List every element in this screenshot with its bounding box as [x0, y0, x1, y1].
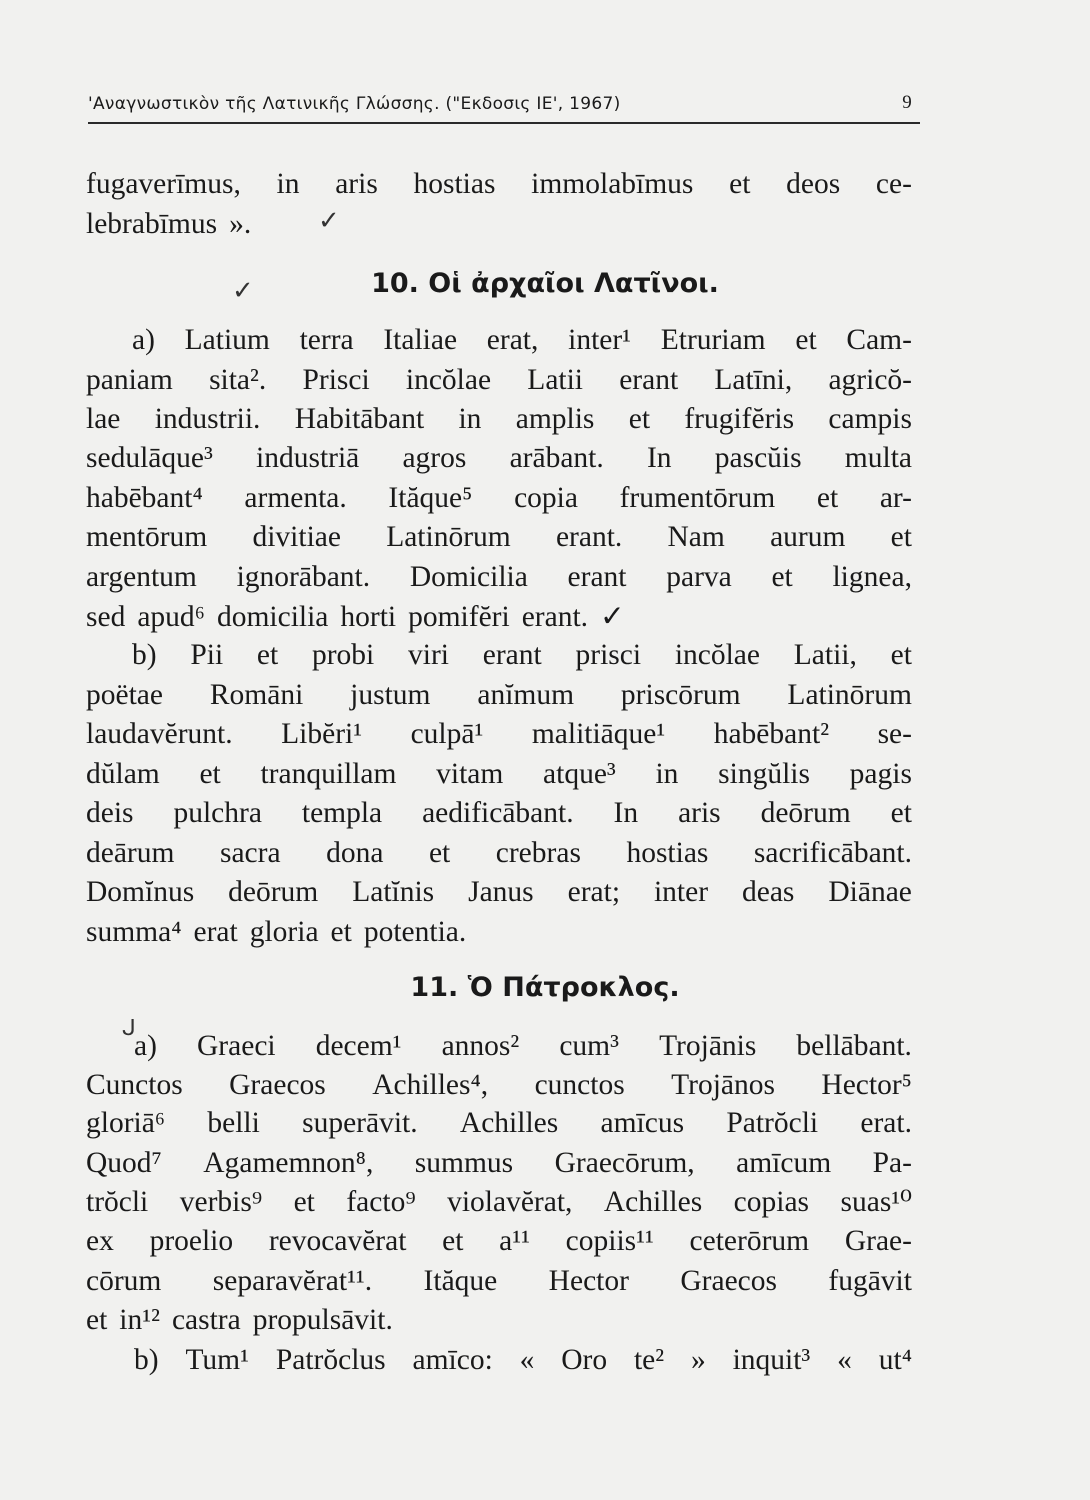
word: terra [299, 324, 354, 356]
word: Graecos [229, 1069, 326, 1101]
word: Janus [468, 876, 534, 908]
word: atque³ [543, 758, 616, 790]
word: et [771, 561, 793, 593]
word: Prisci [302, 364, 370, 396]
word: deas [742, 876, 795, 908]
word: Graecōrum, [554, 1147, 695, 1179]
word: horti [340, 601, 397, 633]
word: Latii, [793, 639, 857, 671]
word: propulsāvit. [252, 1304, 393, 1336]
word: pulchra [173, 797, 262, 829]
word: justum [350, 679, 431, 711]
word: suas¹⁰ [840, 1186, 912, 1218]
word: Achilles⁴, [372, 1069, 489, 1101]
word: pomifĕri [408, 601, 510, 633]
word: facto⁹ [346, 1186, 416, 1218]
pencil-tick-mark: ᒍ [122, 1016, 136, 1041]
word: aris [335, 168, 378, 200]
word: erat. [860, 1107, 912, 1139]
word: cōrum [86, 1265, 162, 1297]
text-line [134, 1342, 912, 1378]
word: lebrabīmus [86, 208, 218, 240]
word: Nam [667, 521, 725, 553]
word: tranquillam [260, 758, 397, 790]
text-line [86, 716, 912, 752]
word: Achilles [459, 1107, 559, 1139]
word: Latium [184, 324, 270, 356]
word: te² [633, 1344, 665, 1376]
word: in [458, 403, 482, 435]
running-header [88, 92, 920, 124]
word: et [729, 168, 751, 200]
word: gloria [249, 916, 319, 948]
word: amplis [515, 403, 595, 435]
word: copiis¹¹ [565, 1225, 654, 1257]
word: parva [666, 561, 732, 593]
word: campis [828, 403, 912, 435]
word: erant [619, 364, 679, 396]
text-line [86, 1145, 912, 1181]
text-line [86, 1105, 912, 1141]
word: b) [134, 1344, 159, 1376]
word: argentum [86, 561, 197, 593]
word: erant [567, 561, 627, 593]
word: Hector [548, 1265, 629, 1297]
word: Etruriam [660, 324, 766, 356]
word: ar- [879, 482, 912, 514]
text-line [86, 401, 912, 437]
word: prisci [575, 639, 642, 671]
word: violavĕrat, [447, 1186, 573, 1218]
word: armenta. [244, 482, 347, 514]
word: In [646, 442, 672, 474]
word: divitiae [252, 521, 341, 553]
word: deōrum [760, 797, 851, 829]
word: frumentōrum [619, 482, 776, 514]
word: amīcum [736, 1147, 832, 1179]
word: Oro [561, 1344, 608, 1376]
text-line [86, 166, 912, 202]
page-number: 9 [902, 92, 912, 113]
word: et [890, 639, 912, 671]
word: crebras [495, 837, 581, 869]
word: « [519, 1344, 535, 1376]
word: aedificābant. [422, 797, 574, 829]
word: Agamemnon⁸, [203, 1147, 374, 1179]
word: apud⁶ [137, 601, 205, 633]
word: sacra [219, 837, 281, 869]
word: deōrum [228, 876, 319, 908]
word: Latīni, [714, 364, 793, 396]
word: Patrŏcli [726, 1107, 819, 1139]
word: Libĕri¹ [281, 718, 363, 750]
word: incŏlae [405, 364, 492, 396]
word: revocavĕrat [268, 1225, 407, 1257]
word: et [330, 916, 352, 948]
word: superāvit. [302, 1107, 418, 1139]
text-line [86, 1302, 912, 1338]
word: pascŭis [714, 442, 802, 474]
word: et [816, 482, 839, 514]
text-line [86, 599, 912, 635]
word: amīcus [600, 1107, 685, 1139]
word: industrii. [154, 403, 261, 435]
word: et [442, 1225, 464, 1257]
word: paniam [86, 364, 173, 396]
word: in¹² [119, 1304, 160, 1336]
word: cunctos [534, 1069, 625, 1101]
text-line [86, 795, 912, 831]
word: et [890, 797, 912, 829]
word: copias [733, 1186, 810, 1218]
word: sed [86, 601, 126, 633]
word: ex [86, 1225, 114, 1257]
word: erant [482, 639, 542, 671]
word: Hector⁵ [821, 1069, 912, 1101]
pencil-check-mark: ✓ [318, 206, 340, 236]
word: probi [311, 639, 375, 671]
word: hostias [626, 837, 709, 869]
word: Achilles [603, 1186, 703, 1218]
word: Romāni [209, 679, 304, 711]
word: Latinōrum [386, 521, 511, 553]
word: culpā¹ [410, 718, 484, 750]
text-line [86, 519, 912, 555]
text-line [86, 480, 912, 516]
text-line [134, 1028, 912, 1064]
word: erat, [486, 324, 539, 356]
word: deos [786, 168, 841, 200]
text-line [86, 1223, 912, 1259]
word: proelio [149, 1225, 234, 1257]
word: In [613, 797, 639, 829]
word: inter¹ [568, 324, 632, 356]
word: Cam- [846, 324, 912, 356]
word: anĭmum [477, 679, 575, 711]
word: Trojānis [659, 1030, 757, 1062]
word: copia [514, 482, 578, 514]
word: Domicilia [409, 561, 528, 593]
word: Pii [190, 639, 224, 671]
word: ceterōrum [689, 1225, 810, 1257]
text-line [86, 1184, 912, 1220]
header-title: 'Αναγνωστικὸν τῆς Λατινικῆς Γλώσσης. ("Εκδοσις ΙΕ', 1967) [88, 94, 621, 114]
word: Patrŏclus [275, 1344, 386, 1376]
word: fugaverīmus, [86, 168, 241, 200]
word: ignorābant. [236, 561, 371, 593]
word: decem¹ [315, 1030, 402, 1062]
word: dŭlam [86, 758, 160, 790]
word: dona [326, 837, 384, 869]
word: summus [414, 1147, 514, 1179]
word: et [628, 403, 651, 435]
word: a) [134, 1030, 157, 1062]
word: viri [408, 639, 449, 671]
word: singŭlis [718, 758, 810, 790]
word: summa⁴ [86, 916, 182, 948]
word: aris [678, 797, 721, 829]
text-line [86, 914, 912, 950]
word: Graeci [197, 1030, 276, 1062]
word: Grae- [844, 1225, 912, 1257]
word: malitiāque¹ [531, 718, 666, 750]
text-line [86, 1067, 912, 1103]
section-heading: 11. Ὁ Πάτροκλος. [410, 972, 680, 1003]
word: potentia. [363, 916, 467, 948]
word: et [199, 758, 221, 790]
word: deis [86, 797, 134, 829]
word: Cunctos [86, 1069, 183, 1101]
word: industriā [256, 442, 360, 474]
text-line [86, 559, 912, 595]
word: amīco: [412, 1344, 493, 1376]
word: ✓ [600, 601, 625, 633]
word: et [293, 1186, 315, 1218]
word: a) [132, 324, 155, 356]
word: in [276, 168, 300, 200]
text-line [86, 440, 912, 476]
word: habēbant² [713, 718, 830, 750]
word: Latii [527, 364, 583, 396]
text-line [86, 362, 912, 398]
word: Ităque⁵ [388, 482, 473, 514]
word: priscōrum [620, 679, 741, 711]
text-line [132, 322, 912, 358]
word: Trojānos [671, 1069, 775, 1101]
word: vitam [436, 758, 504, 790]
word: in [655, 758, 679, 790]
word: fugāvit [828, 1265, 912, 1297]
word: inquit³ [732, 1344, 811, 1376]
word: hostias [413, 168, 496, 200]
word: Diānae [828, 876, 912, 908]
word: lignea, [832, 561, 912, 593]
word: trŏcli [86, 1186, 149, 1218]
word: Ităque [423, 1265, 498, 1297]
word: Habitābant [294, 403, 425, 435]
pencil-check-mark: ✓ [232, 276, 254, 306]
word: frugifĕris [684, 403, 795, 435]
word: multa [844, 442, 912, 474]
word: pagis [849, 758, 912, 790]
word: domicilia [216, 601, 329, 633]
word: lae [86, 403, 121, 435]
word: a¹¹ [499, 1225, 530, 1257]
word: laudavĕrunt. [86, 718, 233, 750]
word: » [690, 1344, 706, 1376]
text-line [86, 677, 912, 713]
word: agros [402, 442, 467, 474]
word: mentōrum [86, 521, 208, 553]
text-line [86, 835, 912, 871]
word: habēbant⁴ [86, 482, 203, 514]
word: et [890, 521, 912, 553]
word: poëtae [86, 679, 163, 711]
word: agricŏ- [828, 364, 912, 396]
word: Latĭnis [352, 876, 435, 908]
text-line [86, 756, 912, 792]
word: separavĕrat¹¹. [212, 1265, 373, 1297]
word: b) [132, 639, 157, 671]
word: Quod⁷ [86, 1147, 162, 1179]
word: et [795, 324, 817, 356]
word: erat [193, 916, 238, 948]
text-line [86, 1263, 912, 1299]
text-line [132, 637, 912, 673]
word: castra [171, 1304, 241, 1336]
word: immolabīmus [531, 168, 694, 200]
word: Italiae [383, 324, 458, 356]
word: bellābant. [796, 1030, 912, 1062]
text-line [86, 874, 912, 910]
word: inter [653, 876, 709, 908]
word: Pa- [872, 1147, 912, 1179]
word: arābant. [509, 442, 604, 474]
text-line [86, 206, 912, 242]
word: erant. [555, 521, 623, 553]
word: ut⁴ [878, 1344, 912, 1376]
word: ce- [875, 168, 912, 200]
word: Graecos [680, 1265, 777, 1297]
word: Tum¹ [185, 1344, 249, 1376]
word: sedulāque³ [86, 442, 213, 474]
word: incŏlae [674, 639, 760, 671]
word: ». [229, 208, 252, 240]
word: belli [207, 1107, 260, 1139]
word: aurum [770, 521, 846, 553]
word: erant. [521, 601, 589, 633]
word: et [256, 639, 279, 671]
word: se- [877, 718, 912, 750]
word: deārum [86, 837, 175, 869]
word: cum³ [559, 1030, 619, 1062]
word: gloriā⁶ [86, 1107, 166, 1139]
word: Domĭnus [86, 876, 195, 908]
word: verbis⁹ [179, 1186, 263, 1218]
section-heading: 10. Οἱ ἀρχαῖοι Λατῖνοι. [371, 268, 719, 299]
word: templa [301, 797, 383, 829]
word: sacrificābant. [753, 837, 912, 869]
word: erat; [567, 876, 621, 908]
word: « [837, 1344, 852, 1376]
word: et [86, 1304, 108, 1336]
word: annos² [441, 1030, 520, 1062]
word: Latinōrum [787, 679, 912, 711]
word: et [428, 837, 451, 869]
word: sita². [209, 364, 267, 396]
